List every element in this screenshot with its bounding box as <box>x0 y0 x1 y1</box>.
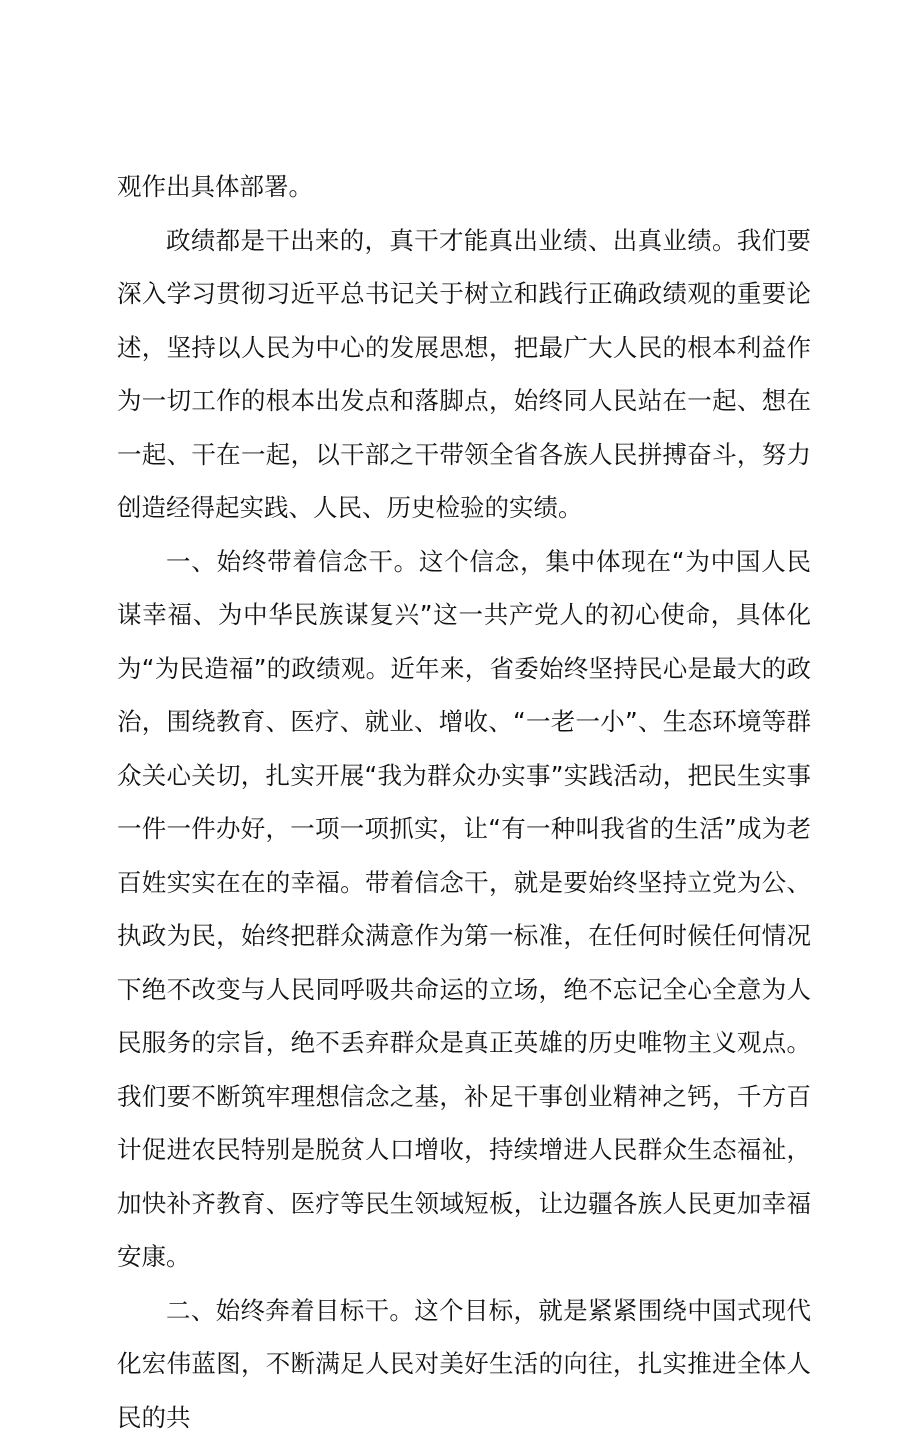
paragraph-political-achievements: 政绩都是干出来的，真干才能真出业绩、出真业绩。我们要深入学习贯彻习近平总书记关于树立和践行正确政绩观的重要论述，坚持以人民为中心的发展思想，把最广大人民的根本利益作为一切工作的根本出发点和落脚点，始终同人民站在一起、想在一起、干在一起，以干部之干带领全省各族人民拼搏奋斗，努力创造经得起实践、人民、历史检验的实绩。 <box>117 214 811 535</box>
paragraph-continuation: 观作出具体部署。 <box>117 160 811 214</box>
paragraph-section-one-belief: 一、始终带着信念干。这个信念，集中体现在“为中国人民谋幸福、为中华民族谋复兴”这一共产党人的初心使命，具体化为“为民造福”的政绩观。近年来，省委始终坚持民心是最大的政治，围绕教育、医疗、就业、增收、“一老一小”、生态环境等群众关心关切，扎实开展“我为群众办实事”实践活动，把民生实事一件一件办好，一项一项抓实，让“有一种叫我省的生活”成为老百姓实实在在的幸福。带着信念干，就是要始终坚持立党为公、执政为民，始终把群众满意作为第一标准，在任何时候任何情况下绝不改变与人民同呼吸共命运的立场，绝不忘记全心全意为人民服务的宗旨，绝不丢弃群众是真正英雄的历史唯物主义观点。我们要不断筑牢理想信念之基，补足干事创业精神之钙，千方百计促进农民特别是脱贫人口增收，持续增进人民群众生态福祉，加快补齐教育、医疗等民生领域短板，让边疆各族人民更加幸福安康。 <box>117 535 811 1284</box>
document-body <box>117 160 811 1444</box>
paragraph-section-two-goal: 二、始终奔着目标干。这个目标，就是紧紧围绕中国式现代化宏伟蓝图，不断满足人民对美好生活的向往，扎实推进全体人民的共 <box>117 1284 811 1444</box>
